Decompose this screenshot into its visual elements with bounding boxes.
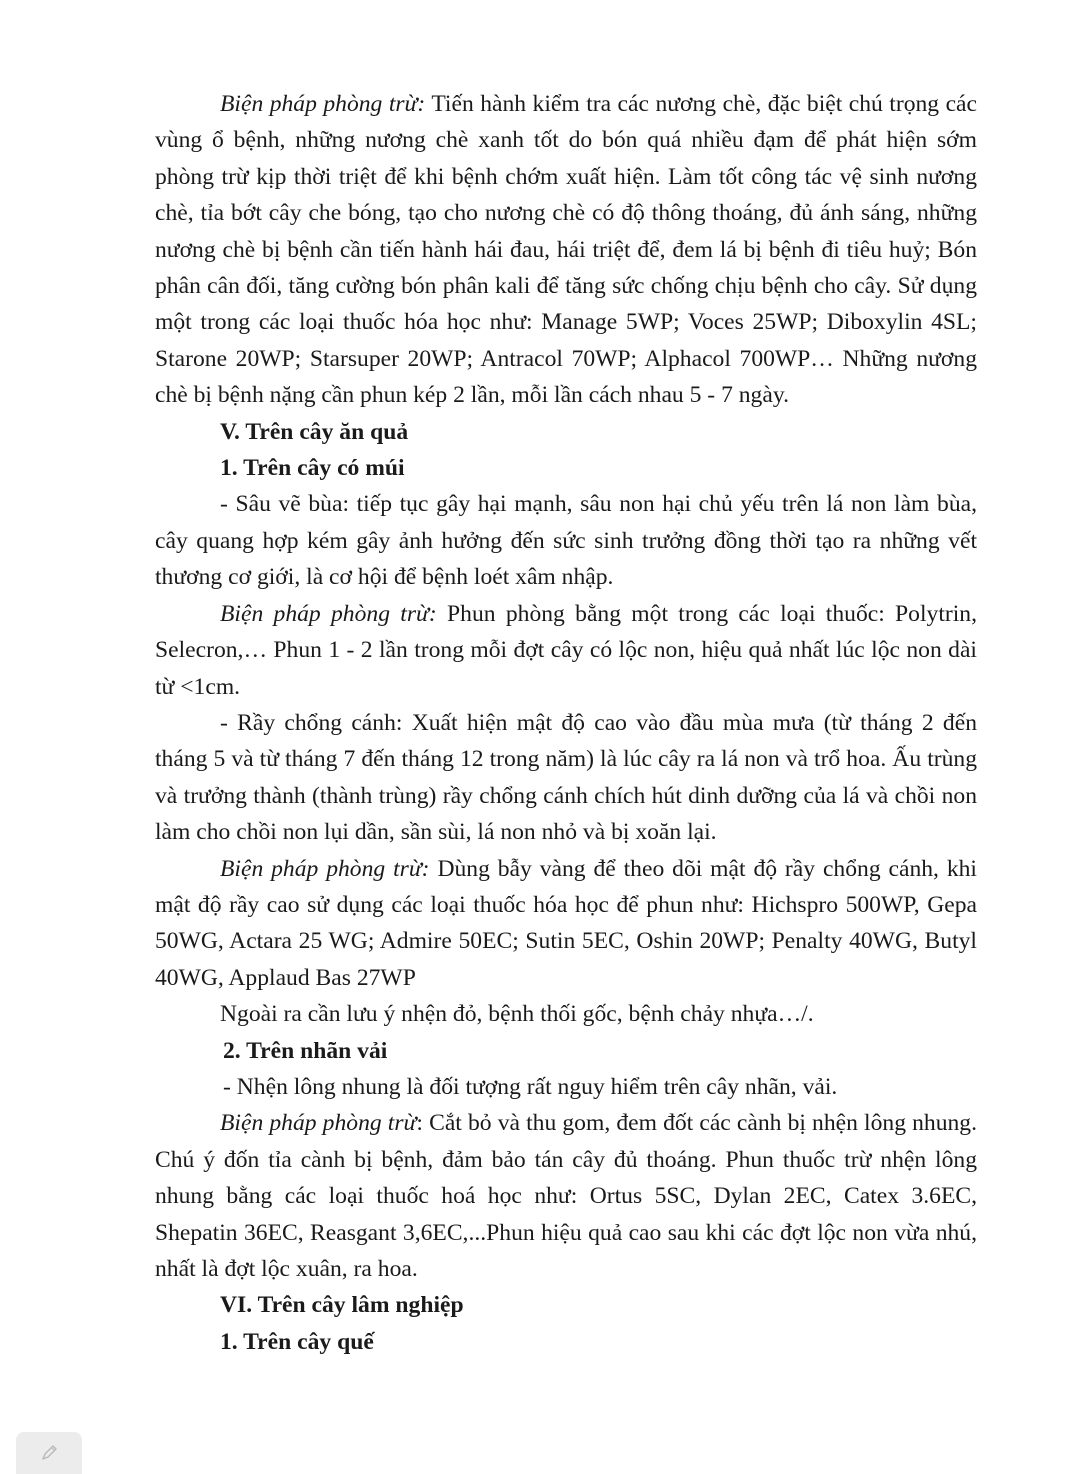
annotate-button[interactable]: [16, 1432, 82, 1474]
section-heading-fruit-trees: V. Trên cây ăn quả: [220, 418, 409, 445]
paragraph-erinose-mite-control: [155, 1105, 977, 1287]
paragraph-leaf-miner-control: [155, 596, 977, 705]
paragraph-lead: Biện pháp phòng trừ:: [220, 91, 426, 117]
paragraph-other-notes: Ngoài ra cần lưu ý nhện đỏ, bệnh thối gốc, bệnh chảy nhựa…/.: [220, 1001, 814, 1028]
paragraph-tea-control: [155, 86, 977, 414]
document-page: [155, 86, 977, 1360]
paragraph-leaf-miner: - Sâu vẽ bùa: tiếp tục gây hại mạnh, sâu non hại chủ yếu trên lá non làm bùa, cây quang hợp kém gây ảnh hưởng đến sức sinh trưởng đồng thời tạo ra những vết thương cơ giới, là cơ hội để bệnh loét xâm nhập.: [155, 491, 977, 591]
paragraph-erinose-mite: - Nhện lông nhung là đối tượng rất nguy hiểm trên cây nhãn, vải.: [223, 1073, 838, 1100]
paragraph-lead: Biện pháp phòng trừ:: [220, 855, 430, 882]
pencil-icon: [40, 1442, 60, 1462]
paragraph-lead: Biện pháp phòng trừ: [220, 1110, 417, 1137]
paragraph-psyllid-control: [155, 851, 977, 997]
paragraph-psyllid: - Rầy chổng cánh: Xuất hiện mật độ cao vào đầu mùa mưa (từ tháng 2 đến tháng 5 và từ tháng 7 đến tháng 12 trong năm) là lúc cây ra lá non và trổ hoa. Ấu trùng và trưởng thành (thành trùng) rầy chổng cánh chích hút dinh dưỡng của lá và chồi non làm cho chồi non lụi dần, sần sùi, lá non nhỏ và bị xoăn lại.: [155, 709, 977, 846]
paragraph-lead: Biện pháp phòng trừ:: [220, 600, 437, 627]
paragraph-body: Tiến hành kiểm tra các nương chè, đặc biệt chú trọng các vùng ổ bệnh, những nương chè xanh tốt do bón quá nhiều đạm để phát hiện sớm phòng trừ kịp thời triệt để khi bệnh chớm xuất hiện. Làm tốt công tác vệ sinh nương chè, tỉa bớt cây che bóng, tạo cho nương chè có độ thông thoáng, đủ ánh sáng, những nương chè bị bệnh cần tiến hành hái đau, hái triệt để, đem lá bị bệnh đi tiêu huỷ; Bón phân cân đối, tăng cường bón phân kali để tăng sức chống chịu bệnh cho cây. Sử dụng một trong các loại thuốc hóa học như: Manage 5WP; Voces 25WP; Diboxylin 4SL; Starone 20WP; Starsuper 20WP; Antracol 70WP; Alphacol 700WP… Những nương chè bị bệnh nặng cần phun kép 2 lần, mỗi lần cách nhau 5 - 7 ngày.: [155, 91, 977, 409]
subsection-heading-citrus: 1. Trên cây có múi: [220, 455, 405, 482]
section-heading-forestry: VI. Trên cây lâm nghiệp: [220, 1292, 464, 1319]
paragraph-body: : Cắt bỏ và thu gom, đem đốt các cành bị nhện lông nhung. Chú ý đốn tỉa cành bị bệnh, đảm bảo tán cây đủ thoáng. Phun thuốc trừ nhện lông nhung bằng các loại thuốc hoá học như: Ortus 5SC, Dylan 2EC, Catex 3.6EC, Shepatin 36EC, Reasgant 3,6EC,...Phun hiệu quả cao sau khi các đợt lộc non vừa nhú, nhất là đợt lộc xuân, ra hoa.: [155, 1110, 977, 1282]
paragraph-body: Phun phòng bằng một trong các loại thuốc: Polytrin, Selecron,… Phun 1 - 2 lần trong mỗi đợt cây có lộc non, hiệu quả nhất lúc lộc non dài từ <1cm.: [155, 600, 977, 700]
subsection-heading-cinnamon: 1. Trên cây quế: [220, 1328, 374, 1355]
paragraph-body: Dùng bẫy vàng để theo dõi mật độ rầy chổng cánh, khi mật độ rầy cao sử dụng các loại thuốc hóa học để phun như: Hichspro 500WP, Gepa 50WG, Actara 25 WG; Admire 50EC; Sutin 5EC, Oshin 20WP; Penalty 40WG, Butyl 40WG, Applaud Bas 27WP: [155, 855, 977, 991]
subsection-heading-longan-lychee: 2. Trên nhãn vải: [223, 1037, 388, 1064]
